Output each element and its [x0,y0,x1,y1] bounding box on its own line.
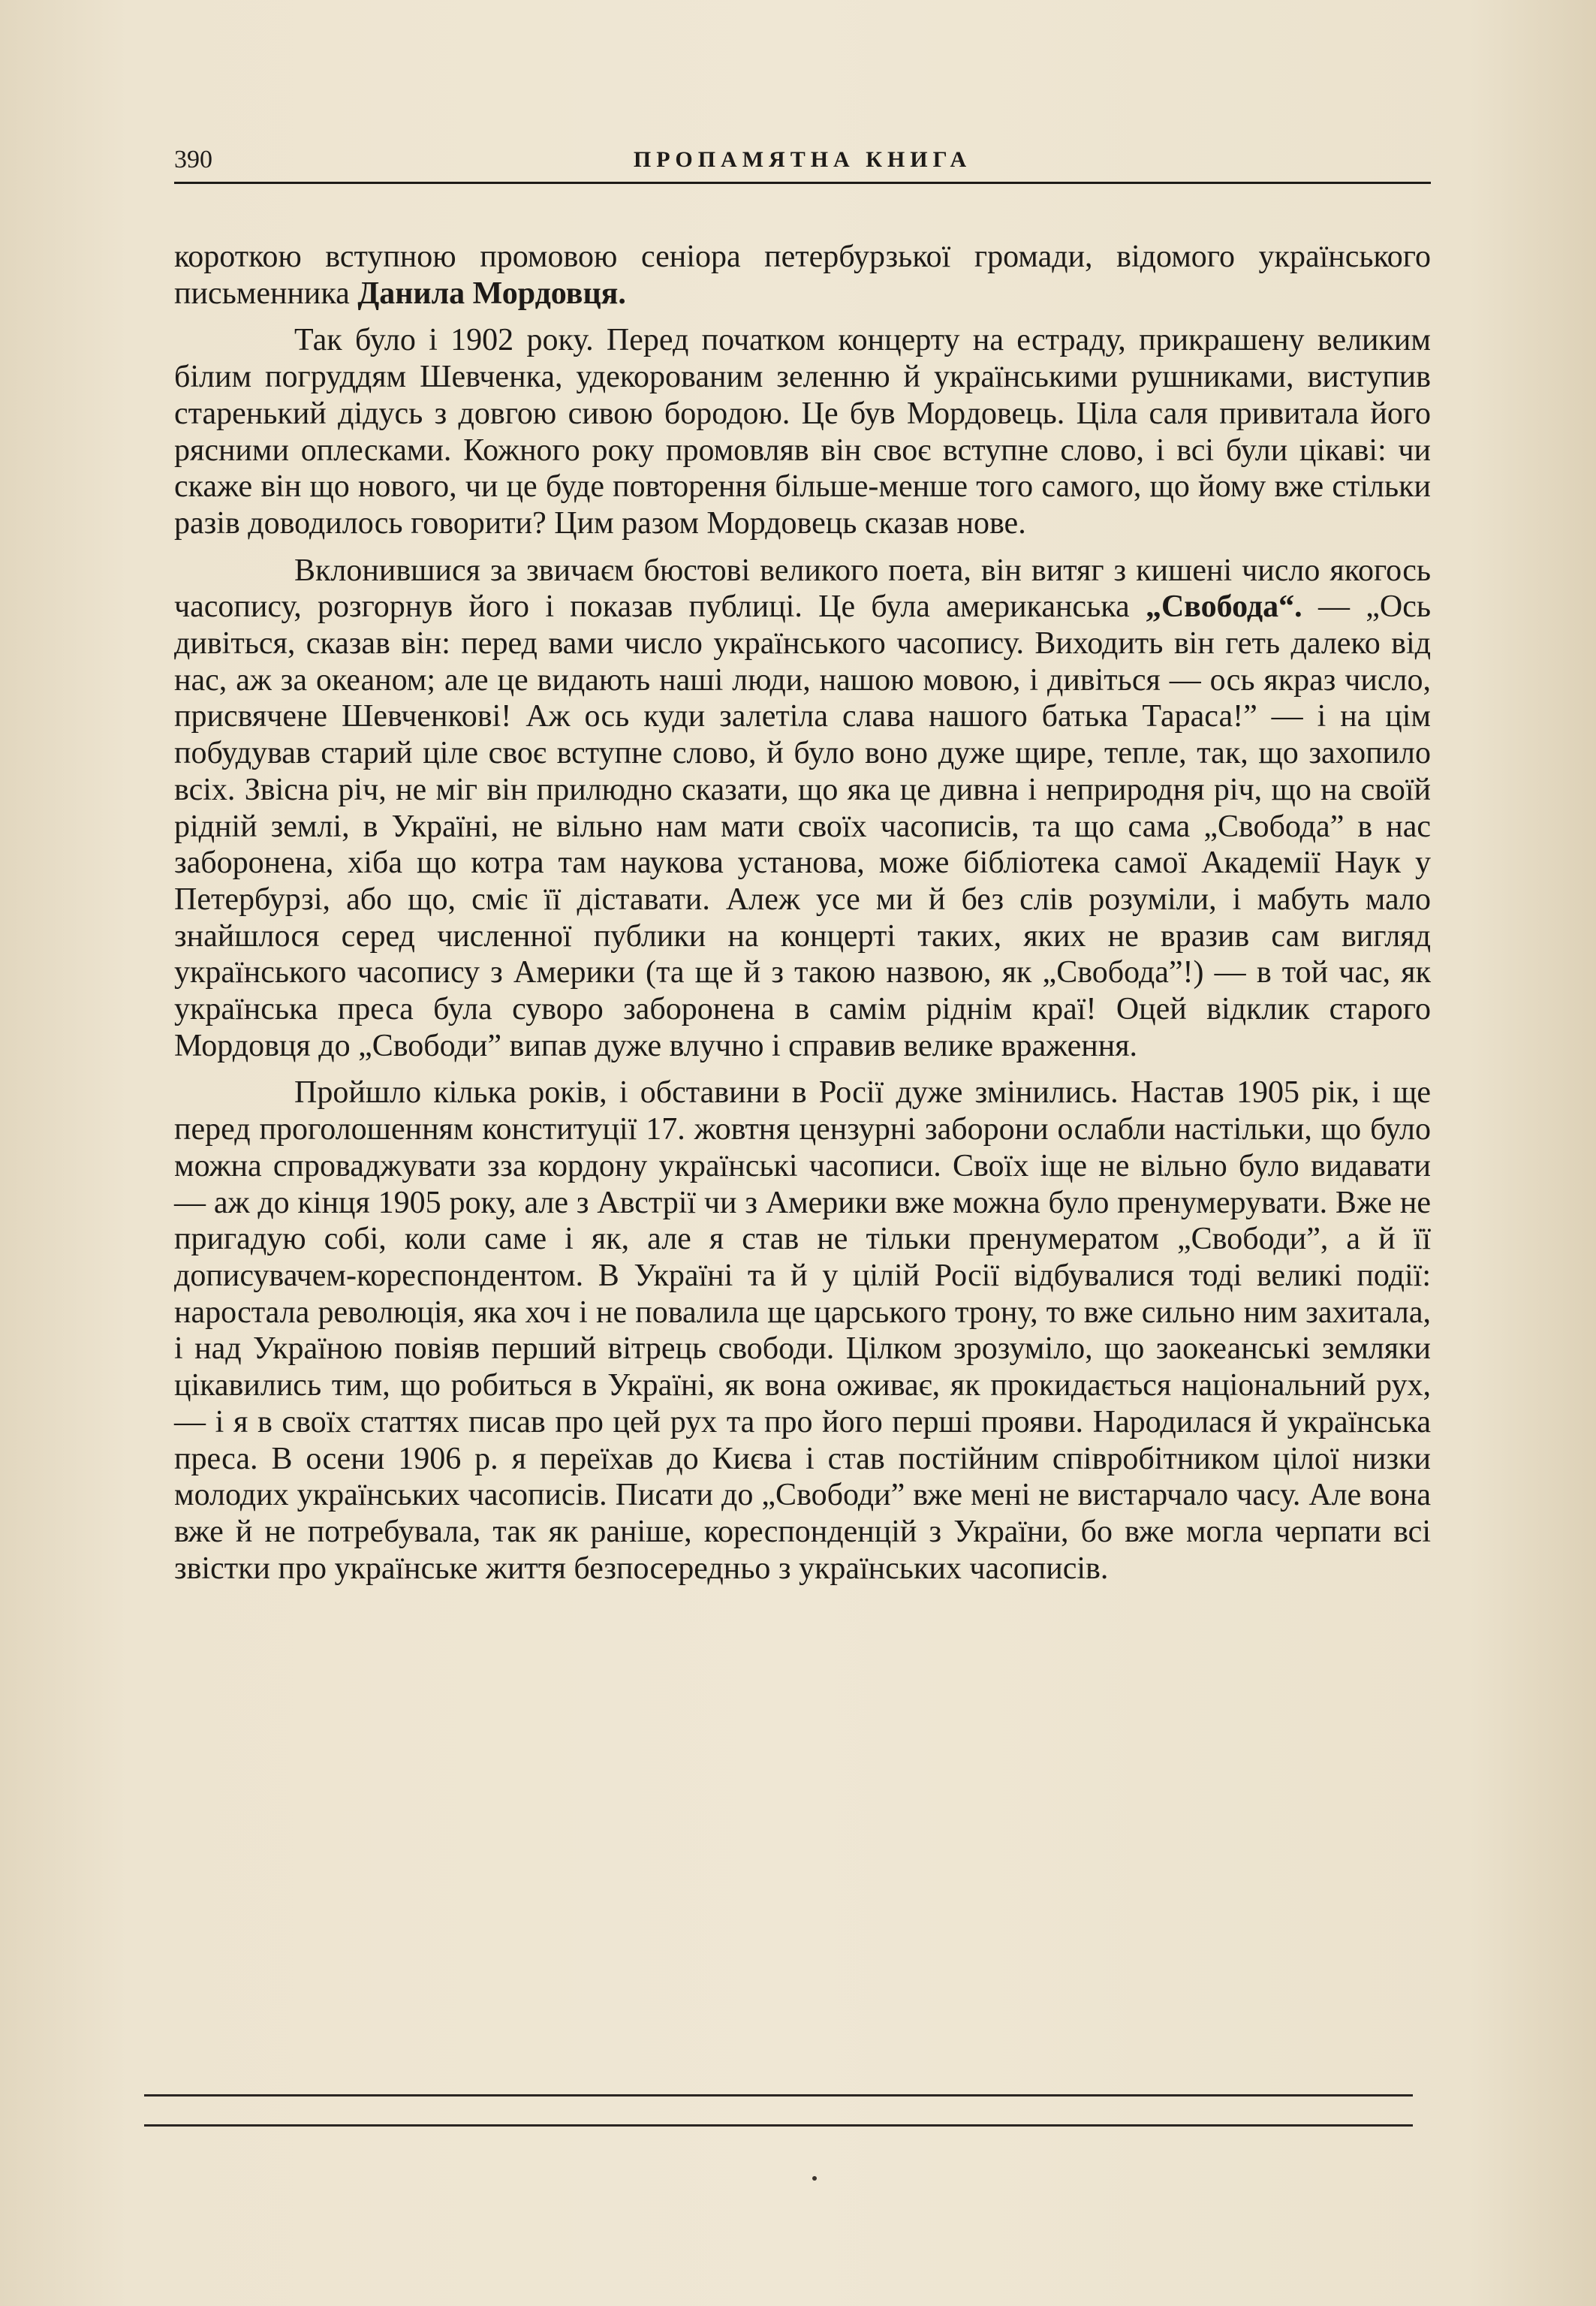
body-text [174,239,1431,1597]
svoboda-bold: „Свобода“. [1145,589,1302,625]
paragraph-1 [174,239,1431,312]
footer-rule-bottom [144,2124,1413,2127]
paragraph-2: Так було і 1902 року. Перед початком концерту на естраду, прикрашену великим білим погруддям Шевченка, удекорованим зеленню й українськими рушниками, виступив старенький дідусь з довгою сивою бородою. Це був Мордовець. Ціла саля привитала його рясними оплесками. Кожного року промовляв він своє вступне слово, і всі були цікаві: чи скаже він що нового, чи це буде повторення більше-менше того самого, що йому вже стільки разів доводилось говорити? Цим разом Мордовець сказав нове. [174,323,1431,541]
paragraph-3 [174,553,1431,1065]
paragraph-1-text: короткою вступною промовою сеніора петербурзької громади, відомого українського письменника [174,240,1431,311]
print-dot [812,2176,817,2181]
paragraph-3-text-a: Вклонившися за звичаєм бюстові великого поета, він витяг з кишені число якогось часопису, розгорнув його і показав публиці. Це була американська [174,553,1431,625]
paragraph-4: Пройшло кілька років, і обставини в Росії дуже змінились. Настав 1905 рік, і ще перед проголошенням конституції 17. жовтня цензурні заборони ослабли настільки, що було можна спроваджувати зза кордону українські часописи. Своїх іще не вільно було видавати — аж до кінця 1905 року, але з Австрії чи з Америки вже можна було пренумерувати. Вже не пригадую собі, коли саме і як, але я став не тільки пренумератом „Свободи”, а й її дописувачем-кореспондентом. В Україні та й у цілій Росії відбувалися тоді великі події: наростала революція, яка хоч і не повалила ще царського трону, то вже сильно ним захитала, і над Україною повіяв перший вітрець свободи. Цілком зрозуміло, що заокеанські земляки цікавились тим, що робиться в Україні, як вона оживає, як прокидається національний рух, — і я в своїх статтях писав про цей рух та про його перші прояви. Народилася й українська преса. В осени 1906 р. я переїхав до Києва і став постійним співробітником цілої низки молодих українських часописів. Писати до „Свободи” вже мені не вистарчало часу. Але вона вже й не потребувала, так як раніше, кореспонденцій з України, бо вже могла черпати всі звістки про українське життя безпосередньо з українських часописів. [174,1075,1431,1586]
page-number: 390 [174,146,212,173]
author-name-bold: Данила Мордовця. [357,276,626,311]
footer-rule-top [144,2094,1413,2097]
paragraph-3-text-b: — „Ось дивіться, сказав він: перед вами число українського часопису. Виходить він геть далеко від нас, аж за океаном; але це видають наші люди, нашою мовою, і дивіться — ось якраз число, присвячене Шевченкові! Аж ось куди залетіла слава нашого батька Тараса!” — і на цім побудував старий ціле своє вступне слово, й було воно дуже щире, тепле, так, що захопило всіх. Звісна річ, не міг він прилюдно сказати, що яка це дивна і неприродня річ, що на своїй рідній землі, в Україні, не вільно нам мати своїх часописів, та що сама „Свобода” в нас заборонена, хіба що котра там наукова установа, може бібліотека самої Академії Наук у Петербурзі, або що, сміє її діставати. Алеж усе ми й без слів розуміли, і мабуть мало знайшлося серед численної публики на концерті таких, яких не вразив сам вигляд українського часопису з Америки (та ще й з такою назвою, як „Свобода”!) — в той час, як українська преса була суворо заборонена в самім ріднім краї! Оцей відклик старого Мордовця до „Свободи” випав дуже влучно і справив велике враження. [174,589,1431,1063]
running-head: ПРОПАМЯТНА КНИГА [633,147,972,172]
page-header [174,143,1431,184]
